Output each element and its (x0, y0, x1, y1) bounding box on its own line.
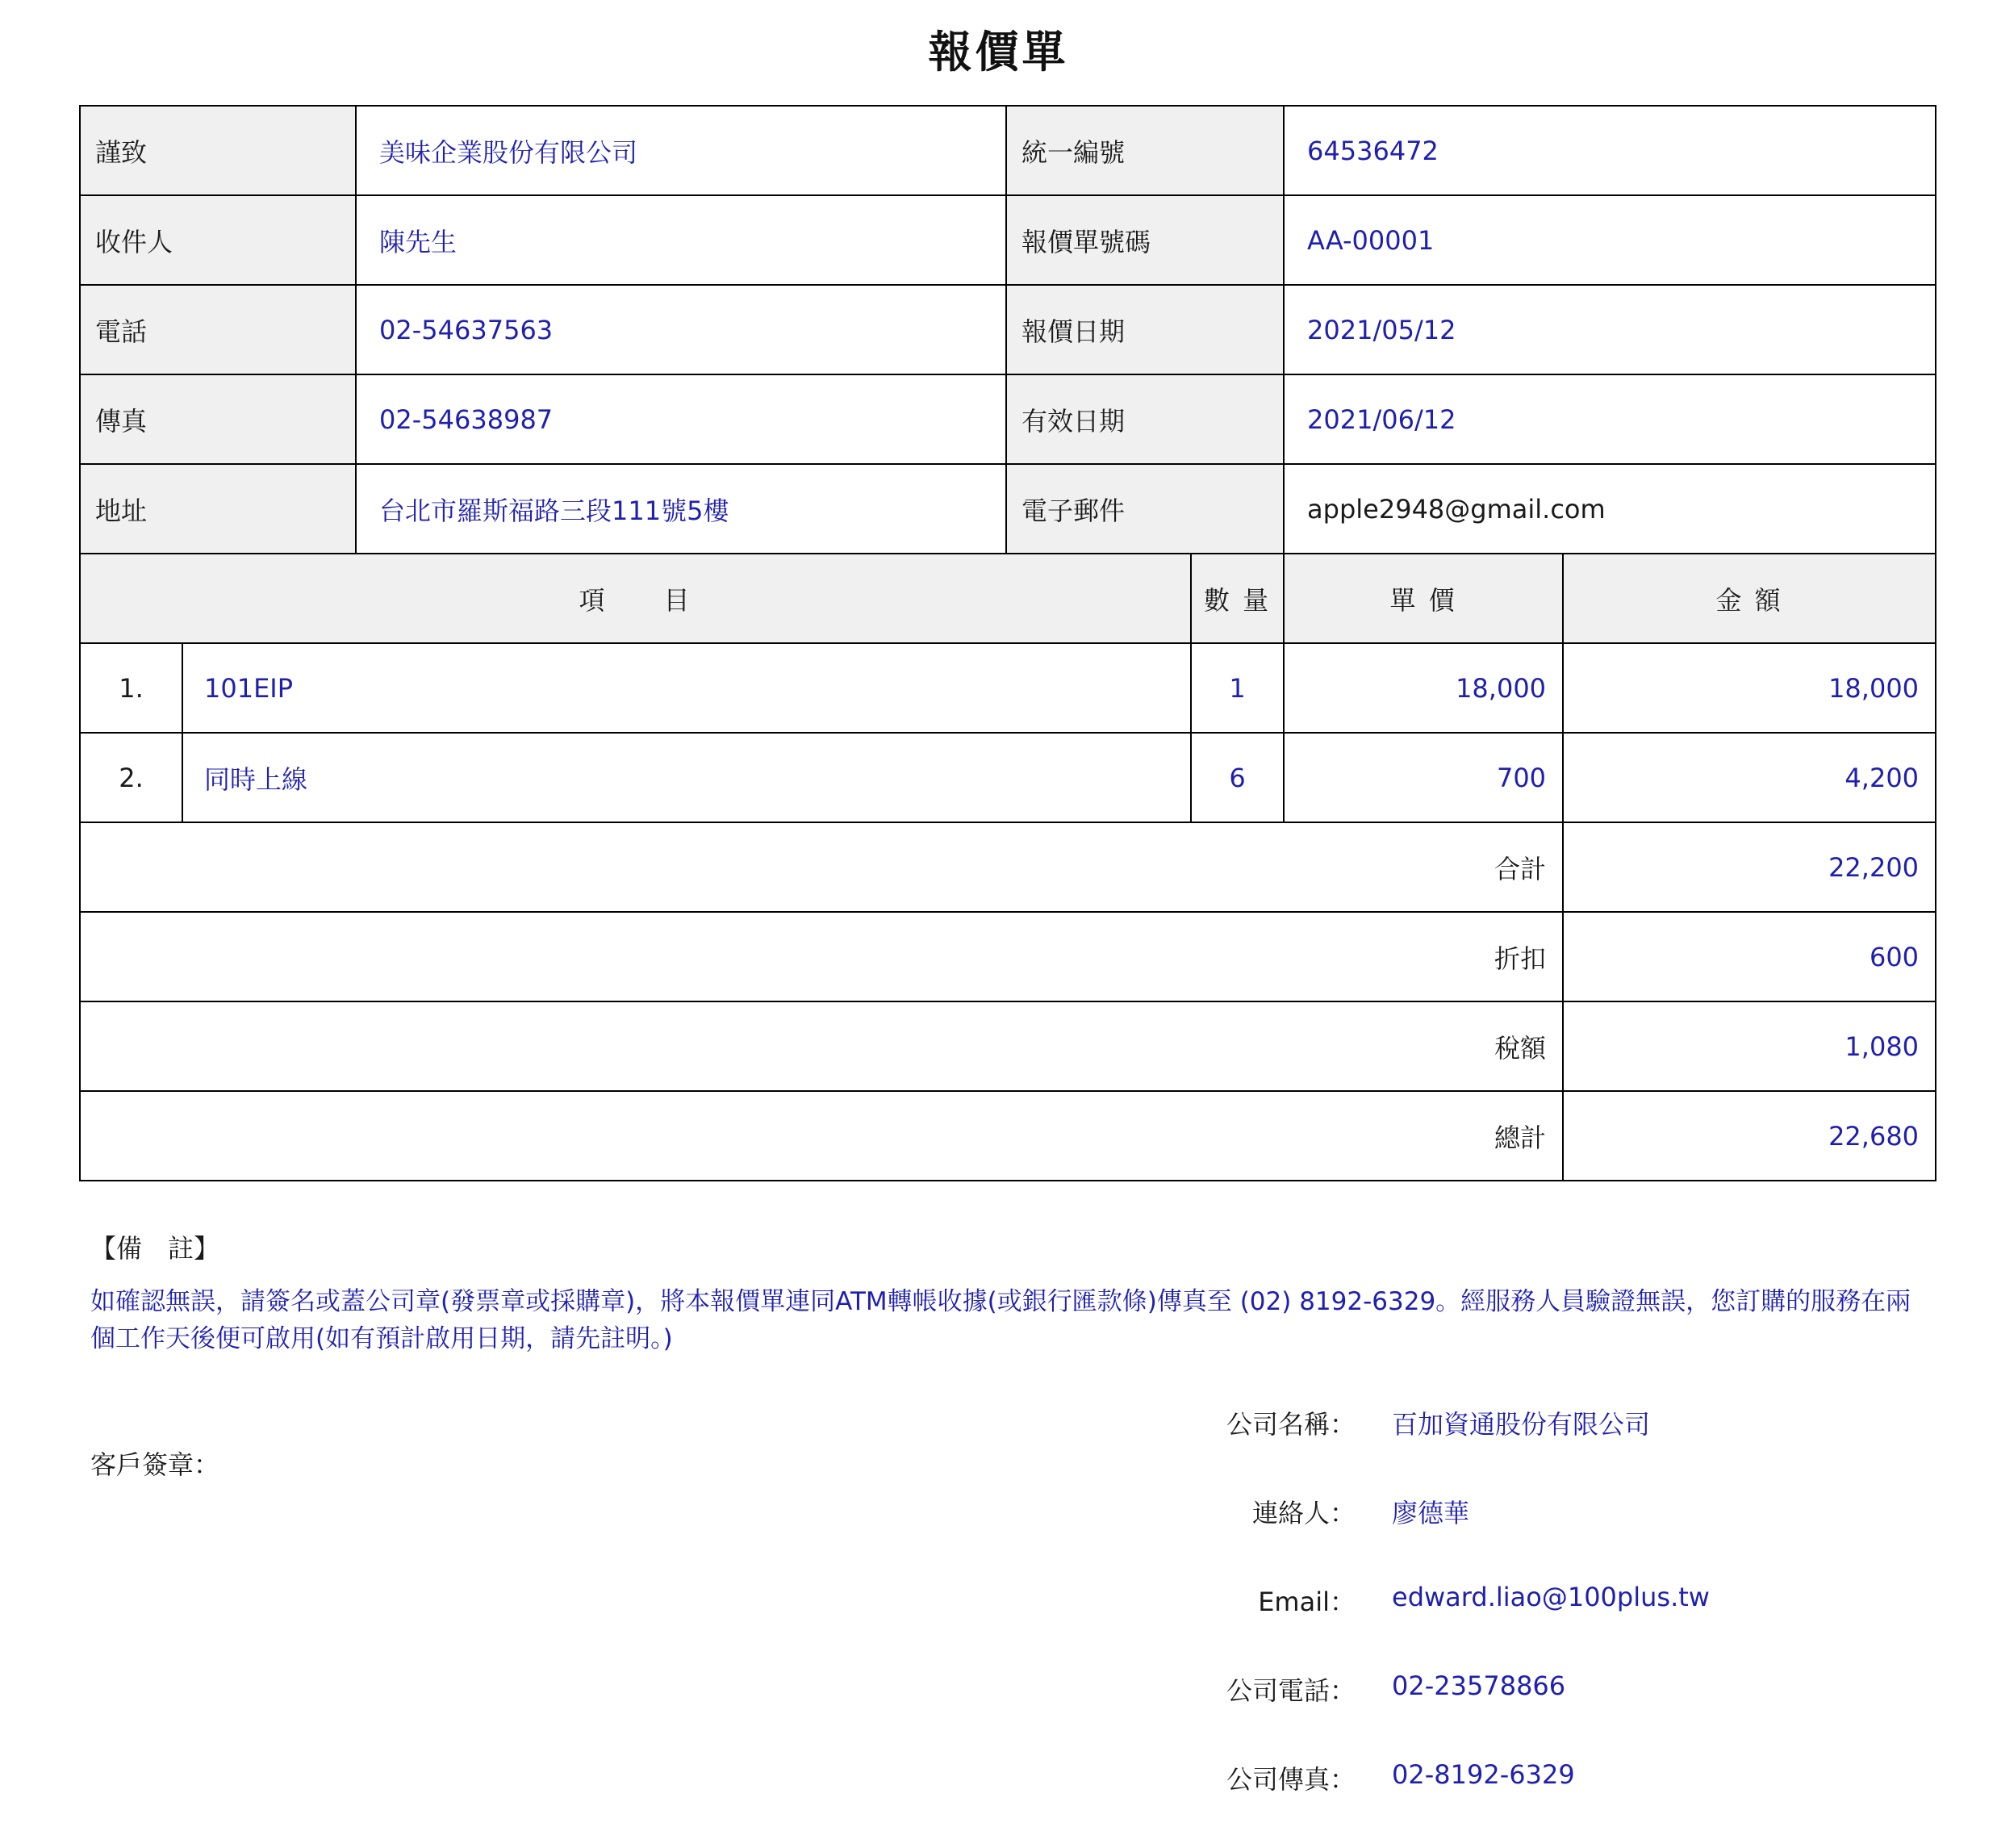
item-number: 1. (80, 643, 182, 733)
company-name-value: 百加資通股份有限公司 (1392, 1409, 1651, 1440)
table-row (80, 733, 1936, 822)
page-title: 報價單 (928, 27, 1069, 77)
quote-date-value: 2021/05/12 (1284, 285, 1936, 374)
header-item: 項 目 (80, 554, 1191, 643)
item-number: 2. (80, 733, 182, 822)
company-contact-label: 連絡人： (1251, 1498, 1356, 1528)
quote-number-value: AA-00001 (1284, 195, 1936, 285)
item-amount: 18,000 (1563, 643, 1936, 733)
item-quantity: 1 (1191, 643, 1284, 733)
subtotal-label: 合計 (80, 822, 1563, 912)
customer-signature-label: 客戶簽章： (90, 1449, 220, 1480)
contact-person-value: 陳先生 (356, 195, 1006, 285)
phone-value: 02-54637563 (356, 285, 1006, 374)
label-tax-id: 統一編號 (1006, 106, 1284, 195)
label-quote-date: 報價日期 (1006, 285, 1284, 374)
company-email-label: Email： (1258, 1587, 1356, 1617)
quote-table (79, 105, 1936, 1181)
label-address: 地址 (80, 464, 356, 554)
table-row (80, 643, 1936, 733)
info-row (80, 195, 1936, 285)
subtotal-value: 22,200 (1563, 822, 1936, 912)
company-contact-value: 廖德華 (1392, 1498, 1470, 1528)
total-value: 22,680 (1563, 1091, 1936, 1181)
company-phone-value: 02-23578866 (1392, 1670, 1566, 1701)
tax-label: 稅額 (80, 1001, 1563, 1091)
label-contact-person: 收件人 (80, 195, 356, 285)
recipient-company-value: 美味企業股份有限公司 (356, 106, 1006, 195)
notes-title: 【備 註】 (90, 1233, 220, 1264)
company-contact-block (1113, 1404, 1920, 1848)
notes-body: 如確認無誤，請簽名或蓋公司章(發票章或採購章)，將本報價單連同ATM轉帳收據(或銀行匯款條)傳真至 (02) 8192-6329。經服務人員驗證無誤，您訂購的服務在兩個工作天後便可啟用(如有預計啟用日期，請先註明。) (90, 1287, 1911, 1353)
discount-value: 600 (1563, 912, 1936, 1001)
item-name: 101EIP (182, 643, 1191, 733)
company-phone-row (1113, 1670, 1920, 1759)
item-amount: 4,200 (1563, 733, 1936, 822)
item-unit-price: 18,000 (1284, 643, 1563, 733)
label-phone: 電話 (80, 285, 356, 374)
company-contact-row (1113, 1493, 1920, 1582)
info-row (80, 374, 1936, 464)
valid-date-value: 2021/06/12 (1284, 374, 1936, 464)
company-phone-label: 公司電話： (1226, 1675, 1356, 1706)
items-header-row (80, 554, 1936, 643)
label-recipient-company: 謹致 (80, 106, 356, 195)
company-fax-row (1113, 1759, 1920, 1848)
tax-value: 1,080 (1563, 1001, 1936, 1091)
item-unit-price: 700 (1284, 733, 1563, 822)
fax-value: 02-54638987 (356, 374, 1006, 464)
summary-row (80, 912, 1936, 1001)
email-value: apple2948@gmail.com (1284, 464, 1936, 554)
company-email-row (1113, 1582, 1920, 1670)
address-value: 台北市羅斯福路三段111號5樓 (356, 464, 1006, 554)
company-name-row (1113, 1404, 1920, 1493)
total-label: 總計 (80, 1091, 1563, 1181)
header-unit-price: 單 價 (1284, 554, 1563, 643)
header-quantity: 數 量 (1191, 554, 1284, 643)
company-name-label: 公司名稱： (1226, 1409, 1356, 1440)
info-row (80, 285, 1936, 374)
company-fax-label: 公司傳真： (1226, 1764, 1356, 1795)
item-quantity: 6 (1191, 733, 1284, 822)
company-email-value: edward.liao@100plus.tw (1392, 1582, 1710, 1612)
label-email: 電子郵件 (1006, 464, 1284, 554)
info-row (80, 464, 1936, 554)
label-valid-date: 有效日期 (1006, 374, 1284, 464)
header-amount: 金 額 (1563, 554, 1936, 643)
label-quote-number: 報價單號碼 (1006, 195, 1284, 285)
discount-label: 折扣 (80, 912, 1563, 1001)
summary-row (80, 1091, 1936, 1181)
tax-id-value: 64536472 (1284, 106, 1936, 195)
item-name: 同時上線 (182, 733, 1191, 822)
label-fax: 傳真 (80, 374, 356, 464)
info-row (80, 106, 1936, 195)
company-fax-value: 02-8192-6329 (1392, 1759, 1575, 1790)
summary-row (80, 1001, 1936, 1091)
summary-row (80, 822, 1936, 912)
